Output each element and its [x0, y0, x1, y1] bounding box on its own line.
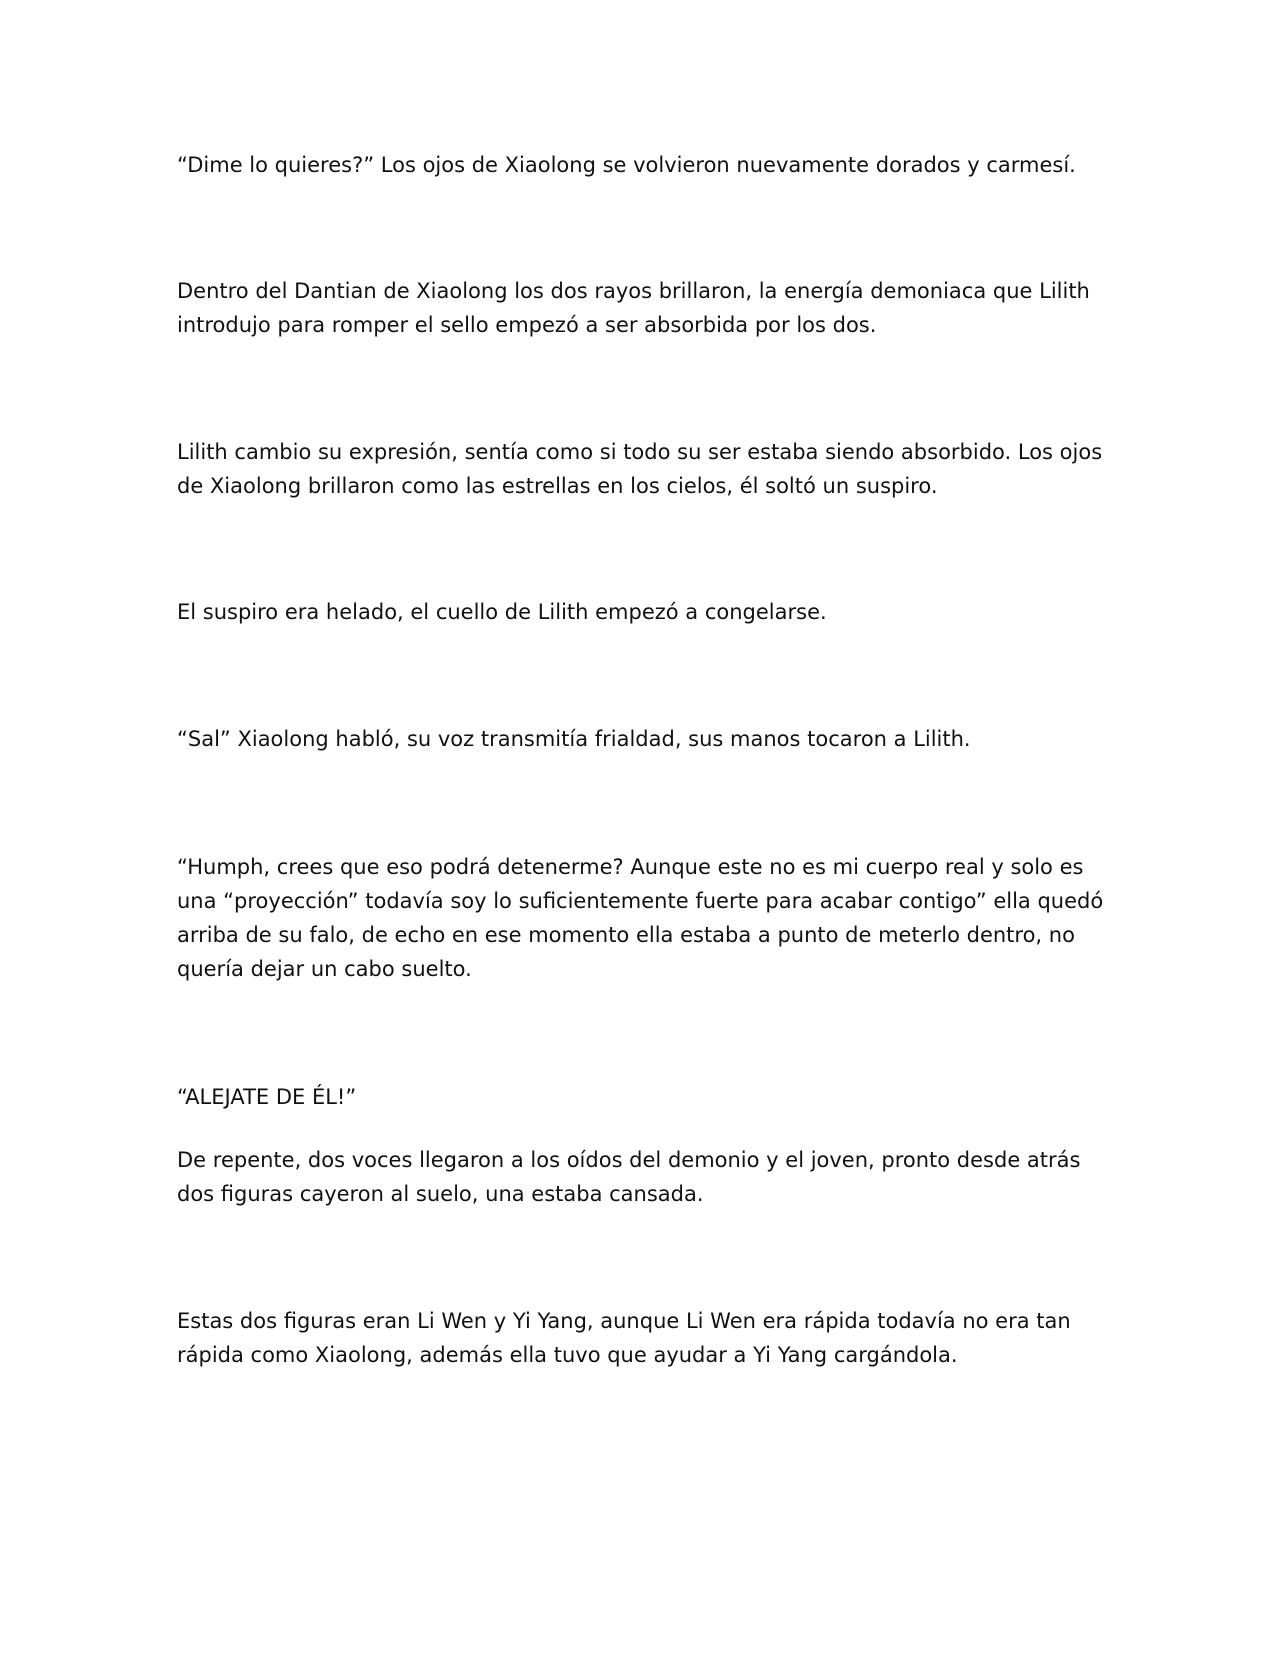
paragraph: “Sal” Xiaolong habló, su voz transmitía frialdad, sus manos tocaron a Lilith.	[177, 727, 971, 751]
paragraph-exclamation: “ALEJATE DE ÉL!”	[177, 1085, 357, 1109]
paragraph: El suspiro era helado, el cuello de Lilith empezó a congelarse.	[177, 600, 827, 624]
paragraph: Estas dos figuras eran Li Wen y Yi Yang, aunque Li Wen era rápida todavía no era tan rápida como Xiaolong, además ella tuvo que ayudar a Yi Yang cargándola.	[177, 1309, 1071, 1367]
paragraph: “Humph, crees que eso podrá detenerme? Aunque este no es mi cuerpo real y solo es una “proyección” todavía soy lo suficientemente fuerte para acabar contigo” ella quedó arriba de su falo, de echo en ese momento ella estaba a punto de meterlo dentro, no quería dejar un cabo suelto.	[177, 855, 1104, 981]
paragraph: “Dime lo quieres?” Los ojos de Xiaolong se volvieron nuevamente dorados y carmesí.	[177, 153, 1076, 177]
paragraph: De repente, dos voces llegaron a los oídos del demonio y el joven, pronto desde atrás dos figuras cayeron al suelo, una estaba cansada.	[177, 1148, 1081, 1206]
paragraph: Dentro del Dantian de Xiaolong los dos rayos brillaron, la energía demoniaca que Lilith introdujo para romper el sello empezó a ser absorbida por los dos.	[177, 279, 1090, 337]
paragraph: Lilith cambio su expresión, sentía como si todo su ser estaba siendo absorbido. Los ojos de Xiaolong brillaron como las estrellas en los cielos, él soltó un suspiro.	[177, 440, 1103, 498]
